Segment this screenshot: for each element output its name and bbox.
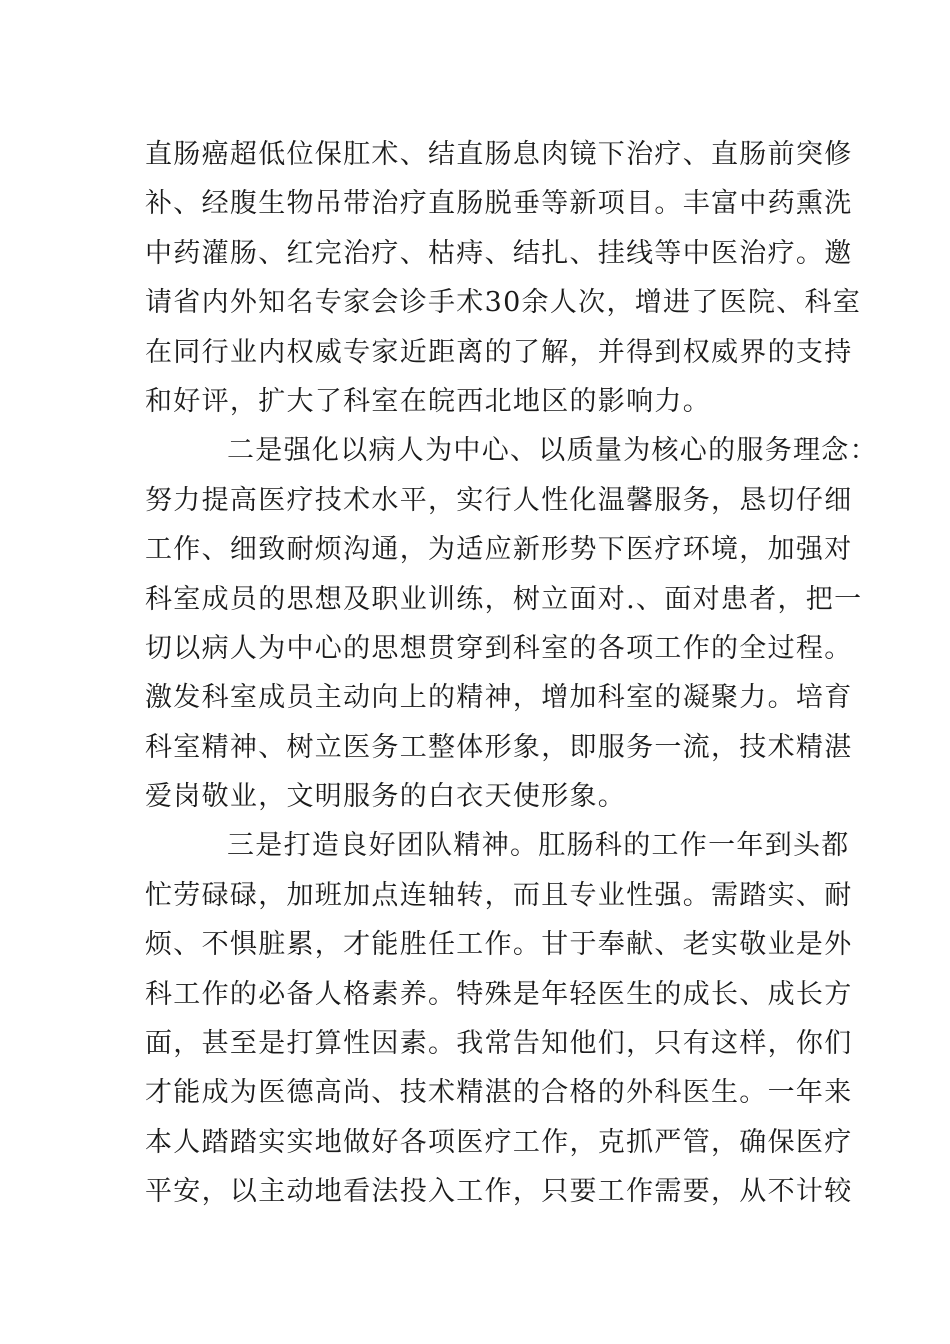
text-line: 中药灌肠、红完治疗、枯痔、结扎、挂线等中医治疗。邀 — [145, 237, 853, 269]
text-line: 烦、不惧脏累，才能胜任工作。甘于奉献、老实敬业是外 — [145, 929, 853, 961]
text-line: 在同行业内权威专家近距离的了解，并得到权威界的支持 — [145, 336, 853, 368]
text-line: 面，甚至是打算性因素。我常告知他们，只有这样，你们 — [145, 1028, 853, 1060]
text-line: 爱岗敬业，文明服务的白衣天使形象。 — [145, 781, 627, 813]
text-line: 科室成员的思想及职业训练，树立面对.、面对患者，把一 — [145, 583, 863, 615]
text-line: 切以病人为中心的思想贯穿到科室的各项工作的全过程。 — [145, 632, 853, 664]
text-line: 请省内外知名专家会诊手术30余人次，增进了医院、科室 — [145, 287, 862, 319]
text-line: 科室精神、树立医务工整体形象，即服务一流，技术精湛 — [145, 731, 853, 763]
text-line: 平安，以主动地看法投入工作，只要工作需要，从不计较 — [145, 1176, 853, 1208]
text-line: 激发科室成员主动向上的精神，增加科室的凝聚力。培育 — [145, 682, 853, 714]
text-line: 和好评，扩大了科室在皖西北地区的影响力。 — [145, 385, 711, 417]
text-line: 才能成为医德高尚、技术精湛的合格的外科医生。一年来 — [145, 1077, 853, 1109]
text-line: 努力提高医疗技术水平，实行人性化温馨服务，恳切仔细 — [145, 484, 853, 516]
text-line: 科工作的必备人格素养。特殊是年轻医生的成长、成长方 — [145, 978, 853, 1010]
text-line: 补、经腹生物吊带治疗直肠脱垂等新项目。丰富中药熏洗 — [145, 188, 853, 220]
text-line: 直肠癌超低位保肛术、结直肠息肉镜下治疗、直肠前突修 — [145, 139, 853, 170]
document-body — [145, 130, 878, 1217]
text-line: 忙劳碌碌，加班加点连轴转，而且专业性强。需踏实、耐 — [145, 879, 853, 911]
text-line: 工作、细致耐烦沟通，为适应新形势下医疗环境，加强对 — [145, 534, 853, 566]
text-line: 本人踏踏实实地做好各项医疗工作，克抓严管，确保医疗 — [145, 1126, 853, 1158]
paragraph-first-line: 二是强化以病人为中心、以质量为核心的服务理念： — [227, 435, 878, 467]
paragraph-first-line: 三是打造良好团队精神。肛肠科的工作一年到头都 — [227, 830, 850, 862]
